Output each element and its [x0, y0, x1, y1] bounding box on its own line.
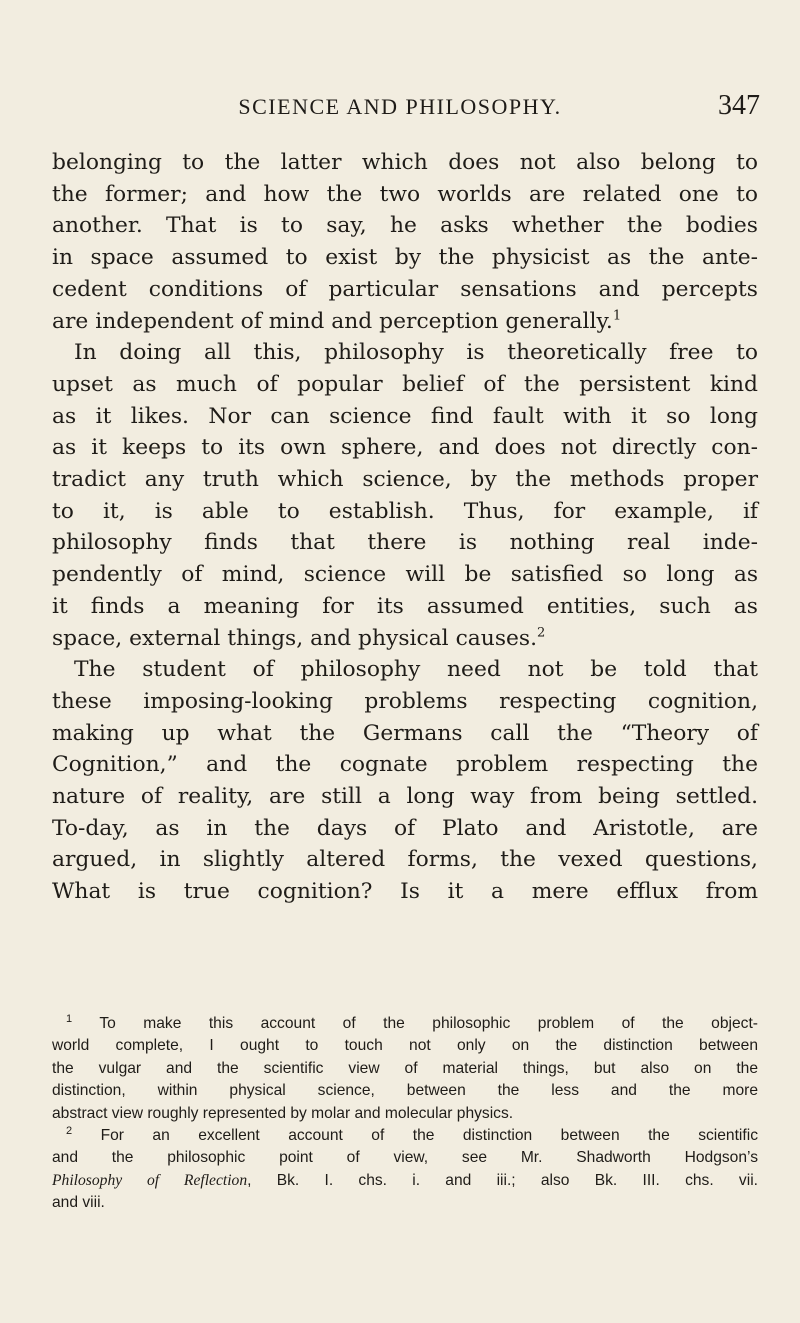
text-line: pendently of mind, science will be satisfied so long as — [52, 562, 758, 588]
text-line — [52, 306, 758, 338]
text-line: philosophy finds that there is nothing real inde- — [52, 530, 758, 556]
footnote-2-line — [52, 1170, 758, 1192]
footnote-2-line: and the philosophic point of view, see Mr. Shadworth Hodgson’s — [52, 1149, 758, 1167]
page-number: 347 — [718, 90, 760, 121]
text-line: to it, is able to establish. Thus, for example, if — [52, 498, 758, 524]
text-segment: space, external things, and physical causes. — [52, 625, 538, 651]
text-line: cedent conditions of particular sensations and percepts — [52, 276, 758, 302]
footnote-1-line: distinction, within physical science, between the less and the more — [52, 1082, 758, 1100]
text-line: as it likes. Nor can science find fault with it so long — [52, 403, 758, 429]
text-line: making up what the Germans call the “Theory of — [52, 720, 758, 746]
text-line: upset as much of popular belief of the persistent kind — [52, 371, 758, 397]
footnote-2-line — [52, 1125, 758, 1147]
footnote-1-line: abstract view roughly represented by molar and molecular physics. — [52, 1104, 514, 1122]
text-line: as it keeps to its own sphere, and does not directly con- — [52, 435, 758, 461]
paragraph-start-line: In doing all this, philosophy is theoretically free to — [74, 340, 758, 366]
footnotes — [52, 1013, 758, 1215]
footnote-1-line: world complete, I ought to touch not only on the distinction between — [52, 1037, 758, 1055]
footnote-mark: 2 — [66, 1124, 73, 1137]
text-line: argued, in slightly altered forms, the vexed questions, — [52, 847, 758, 873]
text-line: in space assumed to exist by the physicist as the ante- — [52, 245, 758, 271]
text-line: these imposing-looking problems respecting cognition, — [52, 688, 758, 714]
text-line: nature of reality, are still a long way from being settled. — [52, 784, 758, 810]
footnote-text: , Bk. I. chs. i. and iii.; also Bk. III. chs. vii. — [247, 1171, 758, 1189]
footnote-text: To make this account of the philosophic problem of the object- — [99, 1015, 758, 1032]
text-line: To-day, as in the days of Plato and Aristotle, are — [52, 815, 758, 841]
footnote-2-line: and viii. — [52, 1194, 105, 1212]
running-title: SCIENCE AND PHILOSOPHY. — [238, 94, 562, 119]
footnote-1-line — [52, 1013, 758, 1035]
footnote-reference: 1 — [612, 308, 622, 324]
text-segment: are independent of mind and perception generally. — [52, 308, 613, 334]
body-text — [52, 147, 758, 908]
footnote-mark: 1 — [66, 1012, 73, 1025]
text-line: the former; and how the two worlds are related one to — [52, 181, 758, 207]
text-line: it finds a meaning for its assumed entities, such as — [52, 593, 758, 619]
footnote-reference: 2 — [537, 625, 546, 641]
text-line: Cognition,” and the cognate problem respecting the — [52, 752, 758, 778]
text-line: tradict any truth which science, by the methods proper — [52, 467, 758, 493]
text-line: belonging to the latter which does not also belong to — [52, 150, 758, 175]
running-head — [40, 90, 760, 126]
text-line — [52, 623, 758, 655]
text-line: What is true cognition? Is it a mere efflux from — [52, 879, 758, 905]
cited-book-title: Philosophy of Reflection — [52, 1171, 248, 1189]
text-line: another. That is to say, he asks whether the bodies — [52, 213, 758, 239]
paragraph-start-line: The student of philosophy need not be told that — [74, 657, 758, 683]
footnote-1-line: the vulgar and the scientific view of material things, but also on the — [52, 1059, 758, 1077]
footnote-text: For an excellent account of the distinction between the scientific — [100, 1127, 758, 1145]
